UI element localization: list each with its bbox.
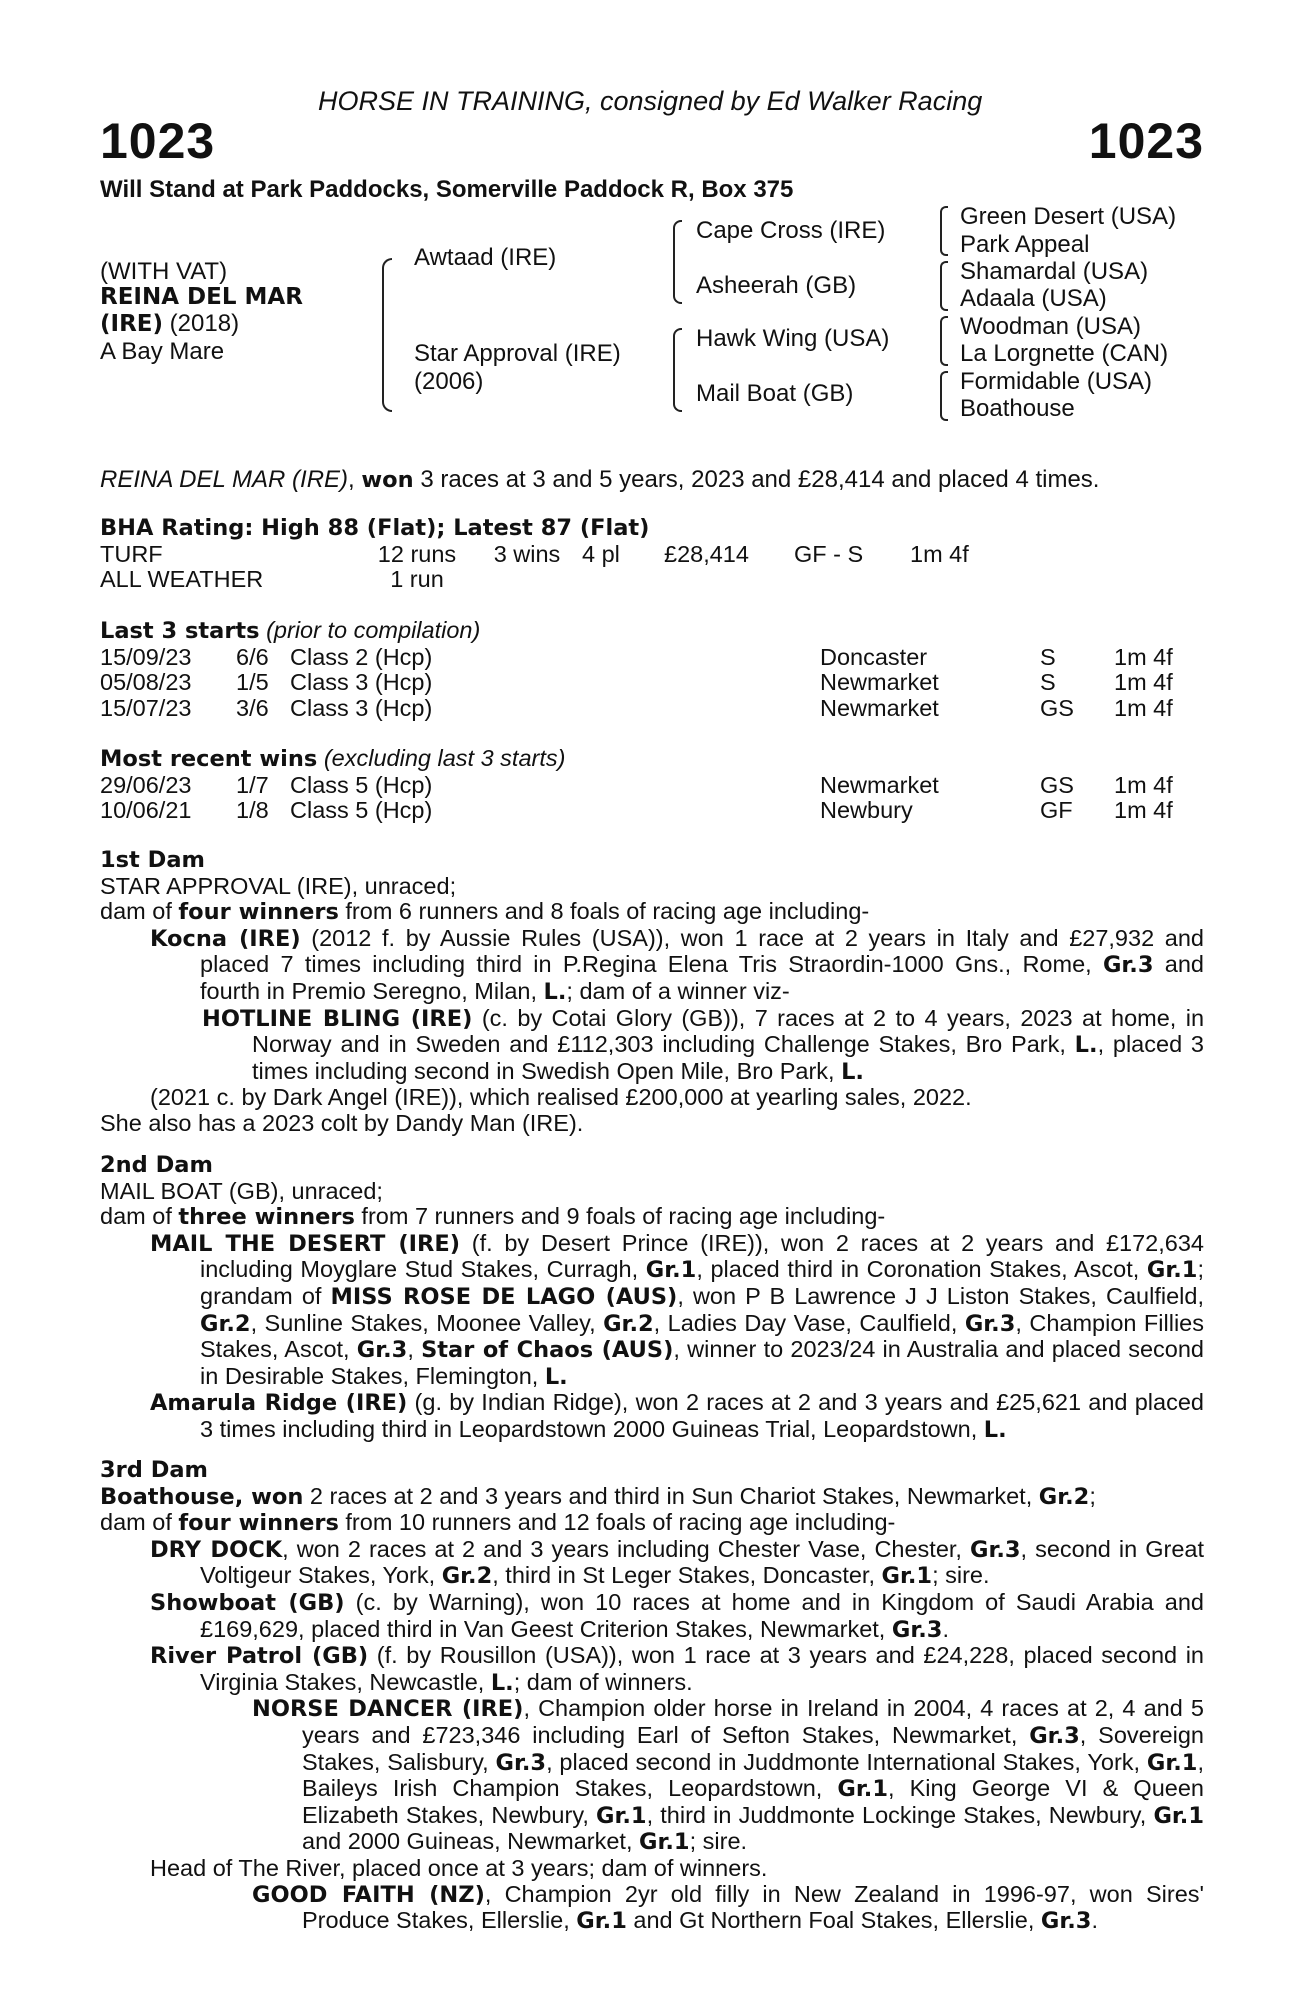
third-dam-line2 <box>100 1510 1204 1537</box>
first-dam-line1: STAR APPROVAL (IRE), unraced; <box>100 872 457 899</box>
dam3-gf-b: and Gt Northern Foal Stakes, Ellerslie, <box>626 1907 1041 1934</box>
catalogue-header: HORSE IN TRAINING, consigned by Ed Walker Racing <box>318 86 983 116</box>
rating-row <box>100 567 1204 593</box>
dam1-l2b: four winners <box>178 899 339 926</box>
dam1-kocna-c: ; dam of a winner viz- <box>566 977 790 1004</box>
dam3-dd-a: , won 2 races at 2 and 3 years including Chester Vase, Chester, <box>282 1535 970 1562</box>
dam3-rp-a: (f. by Rousillon (USA)), won 1 race at 3 years and £24,228, placed second in Virginia Stakes, Newcastle, <box>200 1642 1204 1695</box>
last-starts-table <box>100 645 1204 722</box>
pedigree-ssd: Park Appeal <box>960 231 1090 258</box>
progeny-2021-colt: (2021 c. by Dark Angel (IRE)), which realised £200,000 at yearling sales, 2022. <box>150 1084 972 1111</box>
dam3-nd-d: , Baileys Irish Champion Stakes, Leopardstown, <box>302 1748 1204 1802</box>
run-date: 05/08/23 <box>100 669 192 696</box>
dam2-gr1b: Gr.1 <box>1146 1257 1198 1284</box>
run-course: Newmarket <box>820 694 939 721</box>
dam1-l2a: dam of <box>100 898 179 925</box>
race-summary: REINA DEL MAR (IRE), won 3 races at 3 and 5 years, 2023 and £28,414 and placed 4 times. <box>100 466 1100 493</box>
rating-prize: £28,414 <box>664 540 749 567</box>
pedigree-dam: Star Approval (IRE) <box>414 340 621 367</box>
run-position: 1/8 <box>236 797 269 824</box>
dam3-nd-h: ; sire. <box>689 1828 748 1855</box>
last-starts-section <box>100 618 1204 721</box>
progeny-2023-colt: She also has a 2023 colt by Dandy Man (IRE). <box>100 1109 584 1136</box>
rating-table <box>100 542 1204 593</box>
dam1-kocna-name: Kocna (IRE) <box>150 925 301 952</box>
run-position: 3/6 <box>236 694 269 721</box>
run-row <box>100 773 1204 799</box>
run-distance: 1m 4f <box>1114 797 1173 824</box>
last-starts-note: (prior to compilation) <box>259 617 481 643</box>
dam2-mtd-h: , <box>407 1336 422 1363</box>
dam2-mtd-f: , Ladies Day Vase, Caulfield, <box>653 1309 965 1336</box>
dam3-bh: Boathouse <box>100 1483 235 1510</box>
run-date: 29/06/23 <box>100 771 192 798</box>
pedigree-dss: Woodman (USA) <box>960 313 1141 340</box>
third-dam-section <box>100 1458 1204 1935</box>
dam3-dd-gr2: Gr.2 <box>441 1563 493 1590</box>
dam3-bh-b: ; <box>1089 1482 1096 1509</box>
dam3-bh-gr: Gr.2 <box>1038 1483 1090 1510</box>
pedigree-sdd: Adaala (USA) <box>960 285 1107 312</box>
pedigree-ddd: Boathouse <box>960 395 1075 422</box>
run-distance: 1m 4f <box>1114 643 1173 670</box>
last-starts-title: Last 3 starts <box>100 618 260 644</box>
dam3-nd-g2: Gr.3 <box>495 1749 547 1776</box>
third-dam-line1 <box>100 1484 1204 1511</box>
run-date: 10/06/21 <box>100 797 192 824</box>
dam2-am-name: Amarula Ridge (IRE) <box>150 1390 408 1417</box>
horse-origin <box>100 310 239 338</box>
dam2-gr1a: Gr.1 <box>645 1257 697 1284</box>
dam2-l2b: three winners <box>178 1204 355 1231</box>
dam3-rp-b: ; dam of winners. <box>513 1668 693 1695</box>
second-dam-line1: MAIL BOAT (GB), unraced; <box>100 1177 383 1204</box>
dam2-mtd-i: , winner to 2023/24 in Australia and placed second in Desirable Stakes, Flemington, <box>200 1336 1204 1389</box>
run-course: Newmarket <box>820 669 939 696</box>
rating-surface: TURF <box>100 540 163 567</box>
dam3-nd-g3: Gr.1 <box>1146 1749 1198 1776</box>
summary-won: won <box>361 467 414 493</box>
dam2-l2a: dam of <box>100 1203 179 1230</box>
pedigree-brace-3d <box>940 371 948 421</box>
lot-number-right: 1023 <box>1088 113 1204 169</box>
run-class: Class 5 (Hcp) <box>290 771 433 798</box>
dam2-gr2b: Gr.2 <box>603 1310 654 1337</box>
dam3-nd-g: and 2000 Guineas, Newmarket, <box>302 1828 640 1855</box>
run-going: S <box>1040 669 1056 696</box>
progeny-kocna <box>100 926 1204 1006</box>
pedigree-brace-2b <box>673 328 682 412</box>
dam2-mtd-name: MAIL THE DESERT (IRE) <box>150 1230 461 1257</box>
progeny-norse-dancer <box>100 1696 1204 1856</box>
dam3-bh-a: 2 races at 2 and 3 years and third in Sun Chariot Stakes, Newmarket, <box>303 1482 1039 1509</box>
rating-section <box>100 516 1204 593</box>
third-dam-title: 3rd Dam <box>100 1457 208 1483</box>
progeny-head-of-the-river: Head of The River, placed once at 3 years; dam of winners. <box>150 1854 768 1881</box>
recent-wins-section <box>100 746 1204 824</box>
dam3-dd-d: ; sire. <box>932 1562 990 1589</box>
run-going: GS <box>1040 694 1074 721</box>
pedigree-dam-year: (2006) <box>414 368 484 395</box>
lot-number-left: 1023 <box>100 113 216 169</box>
run-distance: 1m 4f <box>1114 669 1173 696</box>
dam3-nd-name: NORSE DANCER (IRE) <box>252 1696 524 1723</box>
horse-country: (IRE) <box>100 311 164 337</box>
rating-wins: 3 wins <box>493 540 561 567</box>
dam3-rp-name: River Patrol (GB) <box>150 1643 369 1670</box>
progeny-river-patrol <box>100 1643 1204 1696</box>
dam2-mtd-g: , Champion Fillies Stakes, Ascot, <box>200 1309 1204 1363</box>
dam3-sb-name: Showboat (GB) <box>150 1589 345 1616</box>
pedigree-dd: Mail Boat (GB) <box>696 380 854 407</box>
dam3-l2c: from 10 runners and 12 foals of racing age including- <box>338 1509 896 1536</box>
run-distance: 1m 4f <box>1114 694 1173 721</box>
run-class: Class 3 (Hcp) <box>290 694 433 721</box>
run-date: 15/09/23 <box>100 643 192 670</box>
progeny-hotline-bling <box>100 1006 1204 1086</box>
rating-going: GF - S <box>794 540 864 567</box>
dam2-l2c: from 7 runners and 9 foals of racing age including- <box>354 1203 886 1230</box>
dam2-mtd-e: , Sunline Stakes, Moonee Valley, <box>250 1309 604 1336</box>
pedigree-brace-1 <box>382 258 392 412</box>
dam3-nd-e: , King George VI & Queen Elizabeth Stakes, Newbury, <box>302 1775 1204 1828</box>
rating-going <box>794 567 910 593</box>
rating-row <box>100 542 1204 568</box>
recent-wins-table <box>100 773 1204 824</box>
pedigree-dds: Formidable (USA) <box>960 368 1153 395</box>
first-dam-section <box>100 848 1204 1137</box>
dam3-sb-gr: Gr.3 <box>891 1616 943 1643</box>
pedigree-ss: Cape Cross (IRE) <box>696 217 886 244</box>
dam1-hot-a: (c. by Cotai Glory (GB)), 7 races at 2 to 4 years, 2023 at home, in Norway and in Sweden and £112,303 including Challenge Stakes, Bro Park, <box>252 1004 1205 1058</box>
rating-placed <box>582 567 664 593</box>
second-dam-section <box>100 1153 1204 1444</box>
dam3-dd-gr3: Gr.3 <box>969 1536 1021 1563</box>
stand-location: Will Stand at Park Paddocks, Somerville Paddock R, Box 375 <box>100 176 794 203</box>
dam3-nd-f: , third in Juddmonte Lockinge Stakes, Newbury, <box>646 1801 1154 1828</box>
run-row <box>100 696 1204 722</box>
dam3-dd-c: , third in St Leger Stakes, Doncaster, <box>492 1562 882 1589</box>
dam1-l2c: from 6 runners and 8 foals of racing age including- <box>338 898 870 925</box>
dam3-gf-c: . <box>1091 1907 1098 1934</box>
rating-title: BHA Rating: High 88 (Flat); Latest 87 (Flat) <box>100 515 650 541</box>
dam3-nd-a: , Champion older horse in Ireland in 2004, 4 races at 2, 4 and 5 years and £723,346 including Earl of Sefton Stakes, Newmarket, <box>302 1695 1204 1748</box>
dam3-gf-name: GOOD FAITH (NZ) <box>252 1881 485 1908</box>
rating-surface: ALL WEATHER <box>100 566 264 593</box>
pedigree-brace-2a <box>673 220 682 304</box>
dam3-sb-a: (c. by Warning), won 10 races at home and in Kingdom of Saudi Arabia and £169,629, placed third in Van Geest Criterion Stakes, Newmarket, <box>200 1588 1204 1642</box>
pedigree-brace-3a <box>940 206 948 256</box>
pedigree-sire: Awtaad (IRE) <box>414 244 557 271</box>
pedigree-ds: Hawk Wing (USA) <box>696 325 890 352</box>
run-going: GF <box>1040 797 1073 824</box>
progeny-good-faith <box>100 1882 1204 1935</box>
dam3-gf-g1: Gr.1 <box>576 1908 627 1935</box>
run-row <box>100 670 1204 696</box>
summary-name: REINA DEL MAR (IRE) <box>100 466 349 493</box>
dam2-gr3a: Gr.3 <box>964 1310 1016 1337</box>
dam3-dd-b: , second in Great Voltigeur Stakes, York, <box>200 1535 1204 1589</box>
dam1-hot-name: HOTLINE BLING (IRE) <box>202 1005 473 1032</box>
dam3-sb-b: . <box>942 1615 949 1642</box>
progeny-showboat <box>100 1590 1204 1643</box>
dam3-nd-b: , Sovereign Stakes, Salisbury, <box>302 1721 1204 1775</box>
dam2-mrdl: MISS ROSE DE LAGO (AUS) <box>330 1283 678 1310</box>
run-going: GS <box>1040 771 1074 798</box>
run-position: 1/7 <box>236 771 269 798</box>
dam3-nd-g5: Gr.1 <box>596 1802 647 1829</box>
first-dam-line2 <box>100 899 1204 926</box>
pedigree-sd: Asheerah (GB) <box>696 272 857 299</box>
dam1-kocna-b: and fourth in Premio Seregno, Milan, <box>200 951 1204 1004</box>
run-position: 1/5 <box>236 669 269 696</box>
second-dam-title: 2nd Dam <box>100 1152 213 1178</box>
run-class: Class 5 (Hcp) <box>290 797 433 824</box>
rating-wins <box>472 567 582 593</box>
dam2-am-a: (g. by Indian Ridge), won 2 races at 2 and 3 years and £25,621 and placed 3 times including third in Leopardstown 2000 Guineas Trial, Leopardstown, <box>200 1389 1204 1442</box>
rating-distance: 1m 4f <box>910 540 969 567</box>
run-date: 15/07/23 <box>100 694 192 721</box>
run-row <box>100 798 1204 824</box>
pedigree-sss: Green Desert (USA) <box>960 203 1177 230</box>
dam2-am-l: L. <box>983 1416 1007 1443</box>
dam1-hot-l2: L. <box>841 1058 864 1085</box>
dam3-gf-a: , Champion 2yr old filly in New Zealand in 1996-97, won Sires' Produce Stakes, Ellerslie, <box>302 1880 1204 1934</box>
rating-prize <box>664 567 794 593</box>
run-course: Newmarket <box>820 771 939 798</box>
dam3-dd-gr1: Gr.1 <box>881 1563 933 1590</box>
dam2-gr3b: Gr.3 <box>356 1337 408 1364</box>
run-class: Class 3 (Hcp) <box>290 669 433 696</box>
progeny-mail-the-desert <box>100 1231 1204 1391</box>
dam1-hot-b: , placed 3 times including second in Swedish Open Mile, Bro Park, <box>252 1031 1204 1084</box>
dam3-won: , won <box>234 1483 304 1510</box>
dam2-mtd-b: , placed third in Coronation Stakes, Ascot, <box>696 1256 1147 1283</box>
dam1-hot-l1: L. <box>1074 1032 1098 1059</box>
dam2-mtd-d: , won P B Lawrence J J Liston Stakes, Caulfield, <box>677 1282 1204 1309</box>
dam3-nd-c: , placed second in Juddmonte International Stakes, York, <box>546 1748 1147 1775</box>
run-position: 6/6 <box>236 643 269 670</box>
dam1-kocna-gr: Gr.3 <box>1102 952 1154 979</box>
rating-distance <box>910 567 1010 593</box>
dam3-nd-g6: Gr.1 <box>1153 1802 1204 1829</box>
pedigree-sds: Shamardal (USA) <box>960 258 1149 285</box>
run-class: Class 2 (Hcp) <box>290 643 433 670</box>
dam3-rp-l: L. <box>490 1669 514 1696</box>
run-course: Newbury <box>820 797 913 824</box>
dam3-dd-name: DRY DOCK <box>150 1536 283 1563</box>
horse-description: A Bay Mare <box>100 338 225 365</box>
progeny-amarula-ridge <box>100 1390 1204 1443</box>
pedigree-brace-3c <box>940 316 948 366</box>
dam3-l2a: dam of <box>100 1509 179 1536</box>
dam2-gr2a: Gr.2 <box>200 1310 251 1337</box>
dam3-nd-g4: Gr.1 <box>837 1776 888 1803</box>
dam1-kocna-l: L. <box>543 978 567 1005</box>
recent-wins-note: (excluding last 3 starts) <box>317 745 566 771</box>
dam3-nd-g7: Gr.1 <box>639 1829 690 1856</box>
run-course: Doncaster <box>820 643 928 670</box>
horse-name: REINA DEL MAR <box>100 284 303 310</box>
rating-placed: 4 pl <box>582 540 620 567</box>
summary-text: 3 races at 3 and 5 years, 2023 and £28,414 and placed 4 times. <box>413 466 1100 493</box>
dam2-mtd-c: ; grandam of <box>200 1256 1204 1309</box>
dam2-soc: Star of Chaos (AUS) <box>421 1337 674 1364</box>
first-dam-title: 1st Dam <box>100 847 205 873</box>
recent-wins-title: Most recent wins <box>100 746 318 772</box>
second-dam-line2 <box>100 1204 1204 1231</box>
run-going: S <box>1040 643 1056 670</box>
run-distance: 1m 4f <box>1114 771 1173 798</box>
dam3-nd-g1: Gr.3 <box>1029 1722 1080 1749</box>
horse-year: (2018) <box>163 310 240 337</box>
pedigree-brace-3b <box>940 261 948 311</box>
rating-runs: 1 run <box>390 566 444 593</box>
progeny-dry-dock <box>100 1537 1204 1590</box>
dam3-gf-g2: Gr.3 <box>1040 1908 1092 1935</box>
dam2-mtd-a: (f. by Desert Prince (IRE)), won 2 races at 2 years and £172,634 including Moyglare Stud Stakes, Curragh, <box>200 1229 1204 1283</box>
vat-note: (WITH VAT) <box>100 258 228 285</box>
run-row <box>100 645 1204 671</box>
rating-runs: 12 runs <box>377 540 457 567</box>
dam3-l2b: four winners <box>178 1510 339 1537</box>
pedigree-dsd: La Lorgnette (CAN) <box>960 340 1169 367</box>
dam2-mtd-l: L. <box>544 1363 568 1390</box>
dam1-kocna-a: (2012 f. by Aussie Rules (USA)), won 1 race at 2 years in Italy and £27,932 and placed 7 times including third in P.Regina Elena Tris Straordin-1000 Gns., Rome, <box>200 924 1204 978</box>
